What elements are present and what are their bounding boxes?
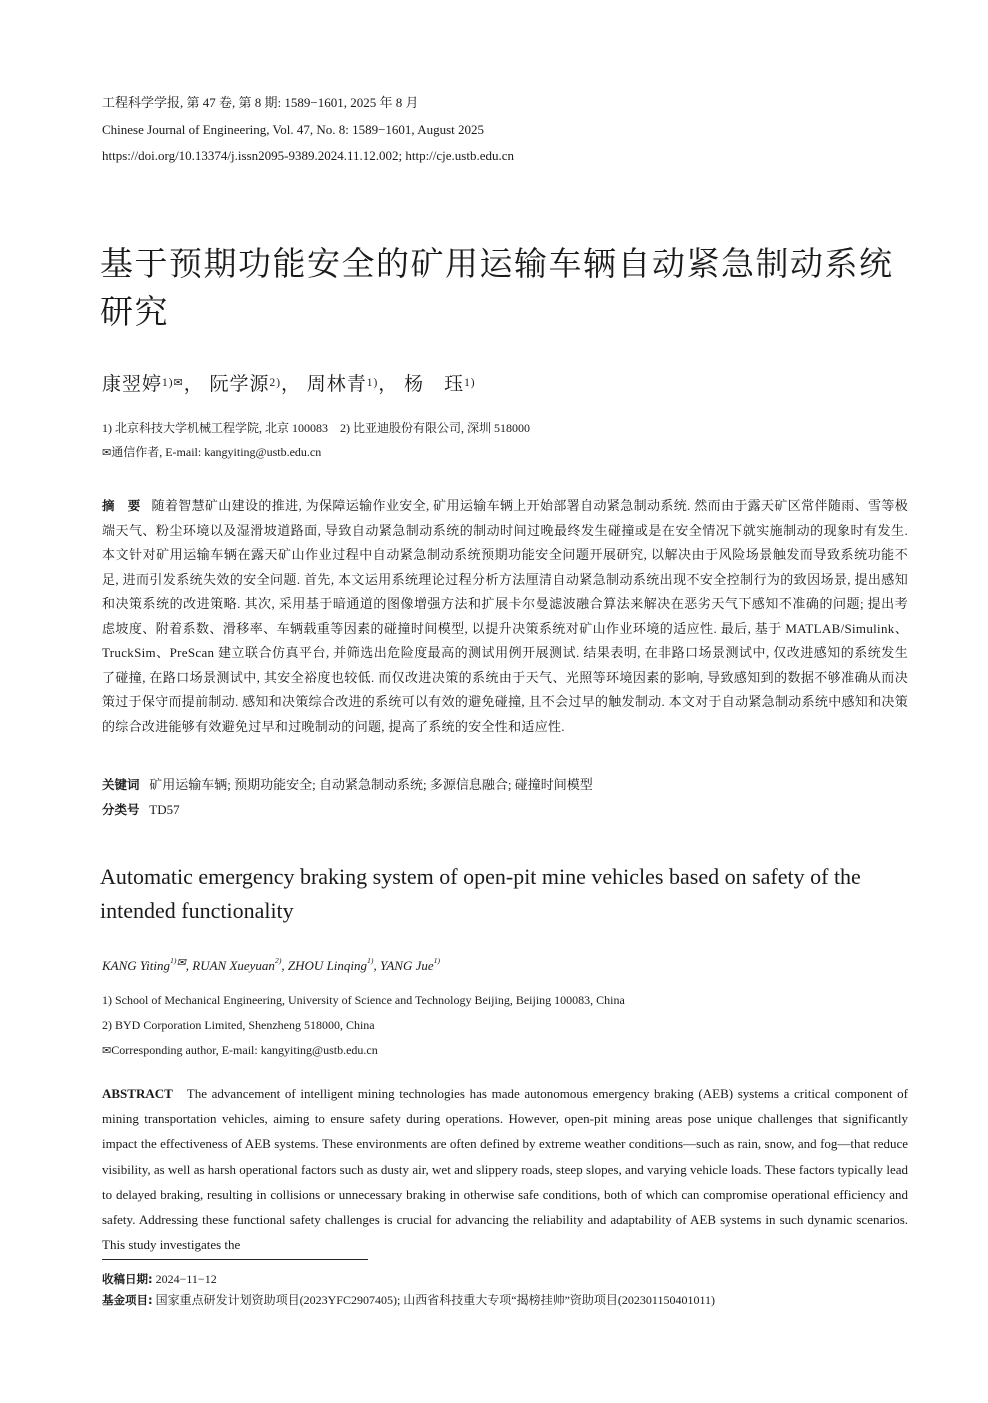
mail-icon: ✉ [102,447,112,459]
author-cn: 阮学源$^{2)}$ [209,374,282,395]
doi-link[interactable]: https://doi.org/10.13374/j.issn2095-9389.2024.11.12.002; http://cje.ustb.edu.cn [102,148,515,163]
abstract-en [102,1081,908,1257]
corresponding-en [102,1042,378,1059]
funding-label: 基金项目: [102,1293,153,1307]
footnote-divider [102,1259,368,1260]
classification-text-cn: TD57 [149,802,180,817]
author-cn: 康翌婷$^{1)✉}$ [102,374,184,395]
mail-icon: ✉ [176,957,186,969]
authors-cn: 康翌婷$^{1)✉}$， 阮学源$^{2)}$， 周林青$^{1)}$， 杨 珏$^{1)}$ [102,373,476,397]
keywords-cn [102,777,593,793]
abstract-cn [102,494,908,739]
affiliations-cn: 1) 北京科技大学机械工程学院, 北京 100083 2) 比亚迪股份有限公司, 深圳 518000 [102,421,530,435]
keywords-label-cn: 关键词 [102,777,140,792]
author-en: YANG Jue$^{1)}$ [380,956,441,973]
authors-en: KANG Yiting$^{1)✉}$, RUAN Xueyuan$^{2)}$, ZHOU Linqing$^{1)}$, YANG Jue$^{1)}$ [102,956,441,973]
corresponding-cn [102,444,321,461]
author-cn: 周林青$^{1)}$ [306,374,379,395]
received-date [102,1271,217,1287]
received-label: 收稿日期: [102,1272,153,1286]
funding [102,1292,715,1308]
classification-cn [102,802,180,818]
affiliation-en-2: 2) BYD Corporation Limited, Shenzheng 518000, China [102,1018,375,1032]
paper-title-cn: 基于预期功能安全的矿用运输车辆自动紧急制动系统研究 [100,244,894,331]
affiliation-en-1: 1) School of Mechanical Engineering, University of Science and Technology Beijing, Beijing 100083, China [102,993,625,1007]
journal-header-en: Chinese Journal of Engineering, Vol. 47, No. 8: 1589−1601, August 2025 [102,122,485,137]
journal-header-cn: 工程科学学报, 第 47 卷, 第 8 期: 1589−1601, 2025 年 8 月 [102,95,419,110]
abstract-label-cn: 摘 要 [102,498,141,513]
author-en: RUAN Xueyuan$^{2)}$ [192,956,282,973]
author-cn: 杨 珏$^{1)}$ [404,374,476,395]
paper-title-en: Automatic emergency braking system of open-pit mine vehicles based on safety of the intended functionality [100,864,861,923]
mail-icon: ✉ [102,1045,112,1057]
email-link-en[interactable]: Corresponding author, E-mail: kangyiting@ustb.edu.cn [111,1043,378,1057]
author-en: KANG Yiting$^{1)✉}$ [102,956,186,973]
funding-value: 国家重点研发计划资助项目(2023YFC2907405); 山西省科技重大专项“揭榜挂帅”资助项目(202301150401011) [155,1293,716,1307]
abstract-text-en: The advancement of intelligent mining technologies has made autonomous emergency braking (AEB) systems a critical component of mining transportation vehicles, aiming to ensure safety during operations. However, open-pit mining areas pose unique challenges that significantly impact the effectiveness of AEB systems. These environments are often defined by extreme weather conditions—such as rain, snow, and fog—that reduce visibility, as well as harsh operational factors such as dusty air, wet and slippery roads, steep slopes, and varying vehicle loads. These factors typically lead to delayed braking, resulting in collisions or unnecessary braking in otherwise safe conditions, both of which can compromise operational efficiency and safety. Addressing these functional safety challenges is crucial for advancing the reliability and adaptability of AEB systems in such dynamic scenarios. This study investigates the [102,1086,908,1253]
mail-icon: ✉ [173,377,184,389]
author-en: ZHOU Linqing$^{1)}$ [287,956,374,973]
abstract-label-en: ABSTRACT [102,1086,173,1101]
email-link-cn[interactable]: 通信作者, E-mail: kangyiting@ustb.edu.cn [111,445,322,459]
abstract-text-cn: 随着智慧矿山建设的推进, 为保障运输作业安全, 矿用运输车辆上开始部署自动紧急制动系统. 然而由于露天矿区常伴随雨、雪等极端天气、粉尘环境以及湿滑坡道路面, 导致自动紧急制动系统的制动时间过晚最终发生碰撞或是在安全情况下就实施制动的现象时有发生. 本文针对矿用运输车辆在露天矿山作业过程中自动紧急制动系统预期功能安全问题开展研究, 以解决由于风险场景触发而导致系统功能不足, 进而引发系统失效的安全问题. 首先, 本文运用系统理论过程分析方法厘清自动紧急制动系统出现不安全控制行为的致因场景, 提出感知和决策系统的改进策略. 其次, 采用基于暗通道的图像增强方法和扩展卡尔曼滤波融合算法来解决在恶劣天气下感知不准确的问题; 提出考虑坡度、附着系数、滑移率、车辆载重等因素的碰撞时间模型, 以提升决策系统对矿山作业环境的适应性. 最后, 基于 MATLAB/Simulink、TruckSim、PreScan 建立联合仿真平台, 并筛选出危险度最高的测试用例开展测试. 结果表明, 在非路口场景测试中, 仅改进感知的系统发生了碰撞, 在路口场景测试中, 其安全裕度也较低. 而仅改进决策的系统由于天气、光照等环境因素的影响, 导致感知到的数据不够准确从而决策过于保守而提前制动. 感知和决策综合改进的系统可以有效的避免碰撞, 且不会过早的触发制动. 本文对于自动紧急制动系统中感知和决策的综合改进能够有效避免过早和过晚制动的问题, 提高了系统的安全性和适应性. [102,498,909,734]
received-value: 2024−11−12 [155,1272,217,1286]
keywords-text-cn: 矿用运输车辆; 预期功能安全; 自动紧急制动系统; 多源信息融合; 碰撞时间模型 [149,777,593,792]
classification-label-cn: 分类号 [102,802,140,817]
